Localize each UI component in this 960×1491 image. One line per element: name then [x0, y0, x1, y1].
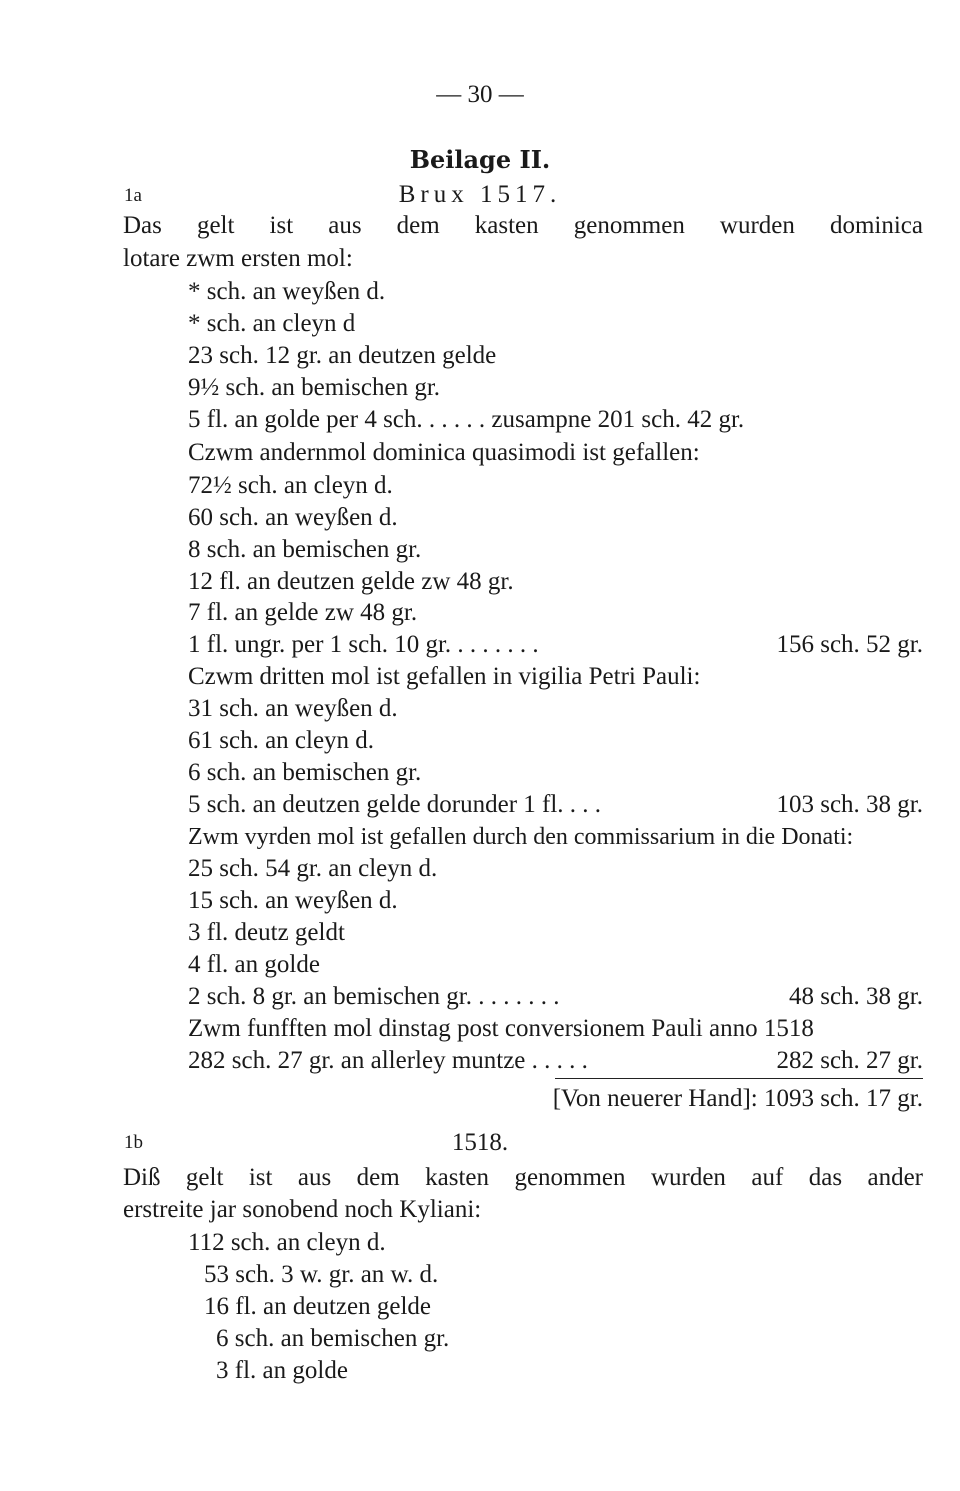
section-marker: 1b [124, 1132, 143, 1153]
entry: 8 sch. an bemischen gr. [188, 536, 422, 563]
intro-line: Das gelt ist aus dem kasten genommen wurden dominica [123, 212, 923, 239]
section-title: Brux 1517. [398, 181, 562, 208]
entry: * sch. an weyßen d. [188, 278, 386, 305]
entry: 6 sch. an bemischen gr. [188, 759, 422, 786]
intro-line: erstreite jar sonobend noch Kyliani: [123, 1196, 482, 1223]
subsection-heading: Zwm funfften mol dinstag post conversionem Pauli anno 1518 [188, 1015, 814, 1042]
subtotal: 48 sch. 38 gr. [788, 983, 923, 1010]
entry: 282 sch. 27 gr. an allerley muntze . . . . . [188, 1047, 588, 1074]
entry: 112 sch. an cleyn d. [188, 1229, 386, 1256]
section-title: 1518. [451, 1129, 509, 1156]
entry: 25 sch. 54 gr. an cleyn d. [188, 855, 438, 882]
subsection-heading: Zwm vyrden mol ist gefallen durch den commissarium in die Donati: [188, 824, 854, 850]
sum-rule [555, 1078, 923, 1079]
subtotal: 156 sch. 52 gr. [776, 631, 923, 658]
entry: * sch. an cleyn d [188, 310, 356, 337]
page-number: — 30 — [436, 81, 524, 108]
entry: 23 sch. 12 gr. an deutzen gelde [188, 342, 497, 369]
entry: 53 sch. 3 w. gr. an w. d. [204, 1261, 439, 1288]
intro-line: Diß gelt ist aus dem kasten genommen wurden auf das ander [123, 1164, 923, 1191]
entry: 5 sch. an deutzen gelde dorunder 1 fl. . . . [188, 791, 602, 818]
entry: 7 fl. an gelde zw 48 gr. [188, 599, 418, 626]
entry: 4 fl. an golde [188, 951, 320, 978]
entry: 1 fl. ungr. per 1 sch. 10 gr. . . . . . . . [188, 631, 539, 658]
entry: 6 sch. an bemischen gr. [216, 1325, 450, 1352]
grand-total: [Von neuerer Hand]: 1093 sch. 17 gr. [552, 1085, 923, 1112]
entry: 12 fl. an deutzen gelde zw 48 gr. [188, 568, 514, 595]
entry-with-total: 5 fl. an golde per 4 sch. . . . . . zusampne 201 sch. 42 gr. [188, 406, 745, 433]
entry: 61 sch. an cleyn d. [188, 727, 375, 754]
subsection-heading: Czwm andernmol dominica quasimodi ist gefallen: [188, 439, 700, 466]
subtotal: 103 sch. 38 gr. [776, 791, 923, 818]
section-marker: 1a [124, 185, 142, 206]
subsection-heading: Czwm dritten mol ist gefallen in vigilia Petri Pauli: [188, 663, 701, 690]
entry: 60 sch. an weyßen d. [188, 504, 398, 531]
appendix-heading: Beilage II. [409, 145, 551, 174]
entry: 3 fl. an golde [216, 1357, 348, 1384]
entry: 3 fl. deutz geldt [188, 919, 345, 946]
entry: 9½ sch. an bemischen gr. [188, 374, 441, 401]
subtotal: 282 sch. 27 gr. [776, 1047, 923, 1074]
entry: 31 sch. an weyßen d. [188, 695, 398, 722]
intro-line: lotare zwm ersten mol: [123, 245, 353, 272]
entry: 16 fl. an deutzen gelde [204, 1293, 431, 1320]
entry: 72½ sch. an cleyn d. [188, 472, 393, 499]
entry: 15 sch. an weyßen d. [188, 887, 398, 914]
entry: 2 sch. 8 gr. an bemischen gr. . . . . . . . [188, 983, 560, 1010]
